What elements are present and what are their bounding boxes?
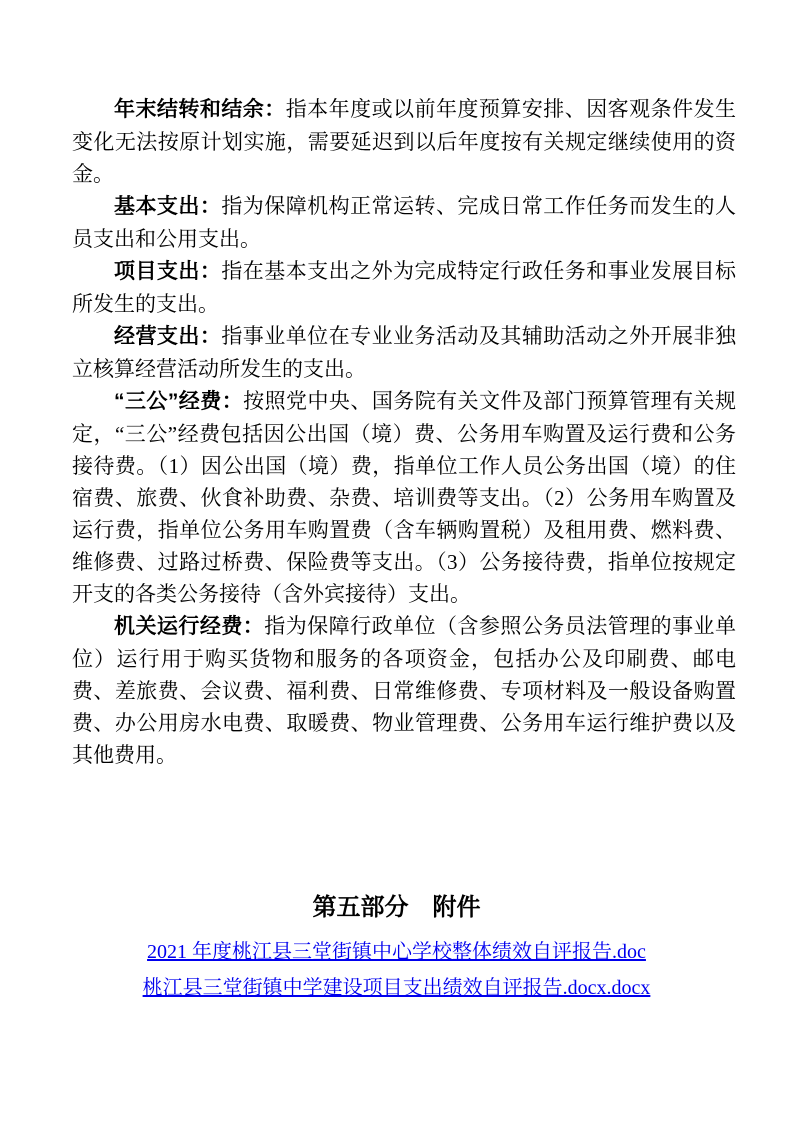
- definition-term: 经营支出：: [114, 325, 222, 348]
- definition-text: 指本年度或以前年度预算安排、因客观条件发生变化无法按原计划实施，需要延迟到以后年度按有关规定继续使用的资金。: [72, 97, 737, 186]
- definition-text: 指为保障机构正常运转、完成日常工作任务而发生的人员支出和公用支出。: [72, 194, 737, 251]
- definition-text: 指事业单位在专业业务活动及其辅助活动之外开展非独立核算经营活动所发生的支出。: [72, 324, 737, 381]
- definition-term: 年末结转和结余：: [114, 98, 286, 121]
- definition-text: 指在基本支出之外为完成特定行政任务和事业发展目标所发生的支出。: [72, 259, 737, 316]
- body-text-block: [72, 93, 736, 771]
- attachment-link-list: [0, 934, 793, 1006]
- attachments-section-heading: 第五部分 附件: [312, 895, 481, 921]
- definition-term: 机关运行经费：: [114, 615, 265, 638]
- attachment-link-construction-project-report[interactable]: 桃江县三堂街镇中学建设项目支出绩效自评报告.docx.docx: [142, 977, 651, 999]
- definition-paragraph-three-public-funds: [72, 385, 736, 610]
- definition-paragraph-operating-expenditure: [72, 320, 736, 385]
- definition-term: “三公”经费：: [114, 390, 244, 413]
- definition-term: 项目支出：: [114, 260, 222, 283]
- definition-paragraph-project-expenditure: [72, 255, 736, 320]
- definition-text: 按照党中央、国务院有关文件及部门预算管理有关规定，“三公”经费包括因公出国（境）费、公务用车购置及运行费和公务接待费。（1）因公出国（境）费，指单位工作人员公务出国（境）的住宿费、旅费、伙食补助费、杂费、培训费等支出。（2）公务用车购置及运行费，指单位公务用车购置费（含车辆购置税）及租用费、燃料费、维修费、过路过桥费、保险费等支出。（3）公务接待费，指单位按规定开支的各类公务接待（含外宾接待）支出。: [72, 389, 737, 606]
- definition-paragraph-basic-expenditure: [72, 190, 736, 255]
- definition-paragraph-year-end-carryover: [72, 93, 736, 190]
- attachments-section: [0, 894, 793, 1006]
- definition-text: 指为保障行政单位（含参照公务员法管理的事业单位）运行用于购买货物和服务的各项资金，包括办公及印刷费、邮电费、差旅费、会议费、福利费、日常维修费、专项材料及一般设备购置费、办公用房水电费、取暖费、物业管理费、公务用车运行维护费以及其他费用。: [72, 614, 736, 767]
- definition-paragraph-agency-operating-funds: [72, 610, 736, 771]
- definition-term: 基本支出：: [114, 195, 222, 218]
- attachment-link-overall-performance-report[interactable]: 2021 年度桃江县三堂街镇中心学校整体绩效自评报告.doc: [147, 941, 646, 963]
